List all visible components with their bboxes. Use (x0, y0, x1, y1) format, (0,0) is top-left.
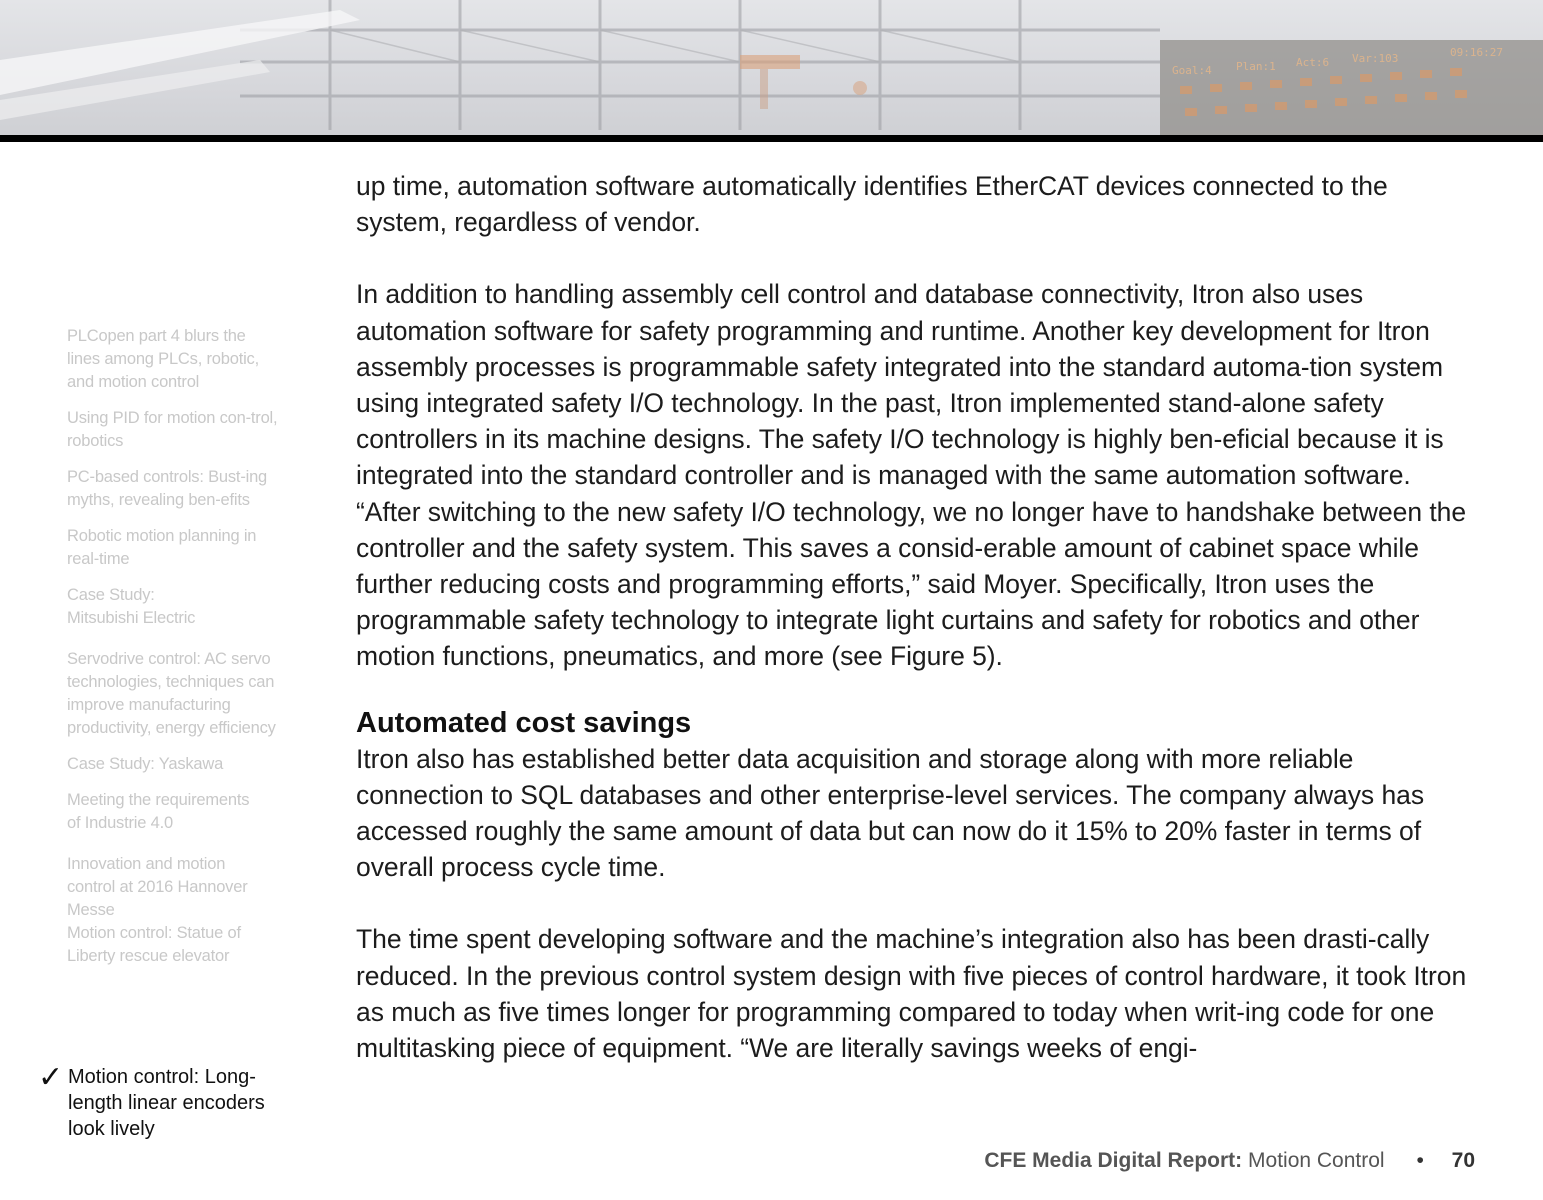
toc-link-statue-of-liberty[interactable]: Motion control: Statue of Liberty rescue elevator (67, 924, 241, 965)
andon-label-act: Act:6 (1296, 56, 1330, 69)
toc-link-hannover-messe[interactable]: Innovation and motion control at 2016 Hannover Messe (67, 855, 248, 919)
andon-label-time: 09:16:27 (1450, 46, 1503, 59)
header-banner-photo (0, 0, 1543, 135)
toc-link-mitsubishi[interactable]: Case Study: Mitsubishi Electric (67, 586, 196, 627)
toc-link-yaskawa[interactable]: Case Study: Yaskawa (67, 755, 224, 773)
toc-link-robotic-motion-planning[interactable]: Robotic motion planning in real-time (67, 527, 257, 568)
article-paragraph-3: Itron also has established better data acquisition and storage along with more reliable connection to SQL databases and other enterprise-level services. The company always has accessed roughly the same amount of data but can now do it 15% to 20% faster in terms of overall process cycle time. (356, 743, 1425, 883)
page-footer (984, 1149, 1475, 1173)
section-heading: Automated cost savings (356, 706, 692, 739)
toc-link-pc-based-controls[interactable]: PC-based controls: Bust-ing myths, revealing ben-efits (67, 468, 268, 509)
andon-label-goal: Goal:4 (1172, 64, 1212, 77)
article-paragraph-1: up time, automation software automatically identifies EtherCAT devices connected to the system, regardless of vendor. (356, 171, 1388, 238)
factory-ceiling-image (0, 0, 1543, 135)
footer-section: Motion Control (1248, 1149, 1385, 1172)
andon-label-plan: Plan:1 (1236, 60, 1276, 73)
toc-link-pid-motion[interactable]: Using PID for motion con-trol, robotics (67, 409, 278, 450)
sidebar-toc (67, 325, 282, 981)
page-number: 70 (1451, 1149, 1475, 1172)
toc-current-label: Motion control: Long-length linear encoders look lively (68, 1066, 265, 1140)
header-divider (0, 135, 1543, 142)
checkmark-icon: ✓ (38, 1060, 64, 1095)
andon-label-var: Var:103 (1352, 52, 1399, 65)
article-body (356, 168, 1481, 1066)
footer-brand: CFE Media Digital Report: (984, 1149, 1243, 1172)
article-paragraph-2: In addition to handling assembly cell control and database connectivity, Itron also uses automation software for safety programming and runtime. Another key development for Itron assembly processes is programmable safety integrated into the standard automa-tion system using integrated safety I/O technology. In the past, Itron implemented stand-alone safety controllers in its machine designs. The safety I/O technology is highly ben-eficial because it is integrated into the standard controller and is managed with the same automation software. “After switching to the new safety I/O technology, we no longer have to handshake between the controller and the safety system. This saves a consid-erable amount of cabinet space while further reducing costs and programming efforts,” said Moyer. Specifically, Itron uses the programmable safety technology to integrate light curtains and safety for robotics and other motion functions, pneumatics, and more (see Figure 5). (356, 279, 1467, 672)
toc-link-industrie-4[interactable]: Meeting the requirements of Industrie 4.0 (67, 791, 250, 832)
toc-link-servodrive[interactable]: Servodrive control: AC servo technologies, techniques can improve manufacturing productivity, energy efficiency (67, 650, 276, 737)
toc-link-plcopen[interactable]: PLCopen part 4 blurs the lines among PLCs, robotic, and motion control (67, 327, 259, 391)
article-paragraph-4: The time spent developing software and the machine’s integration also has been drasti-cally reduced. In the previous control system design with five pieces of control hardware, it took Itron as much as five times longer for programming compared to today when writ-ing code for one multitasking piece of equipment. “We are literally savings weeks of engi- (356, 924, 1467, 1064)
footer-separator: • (1416, 1149, 1424, 1172)
